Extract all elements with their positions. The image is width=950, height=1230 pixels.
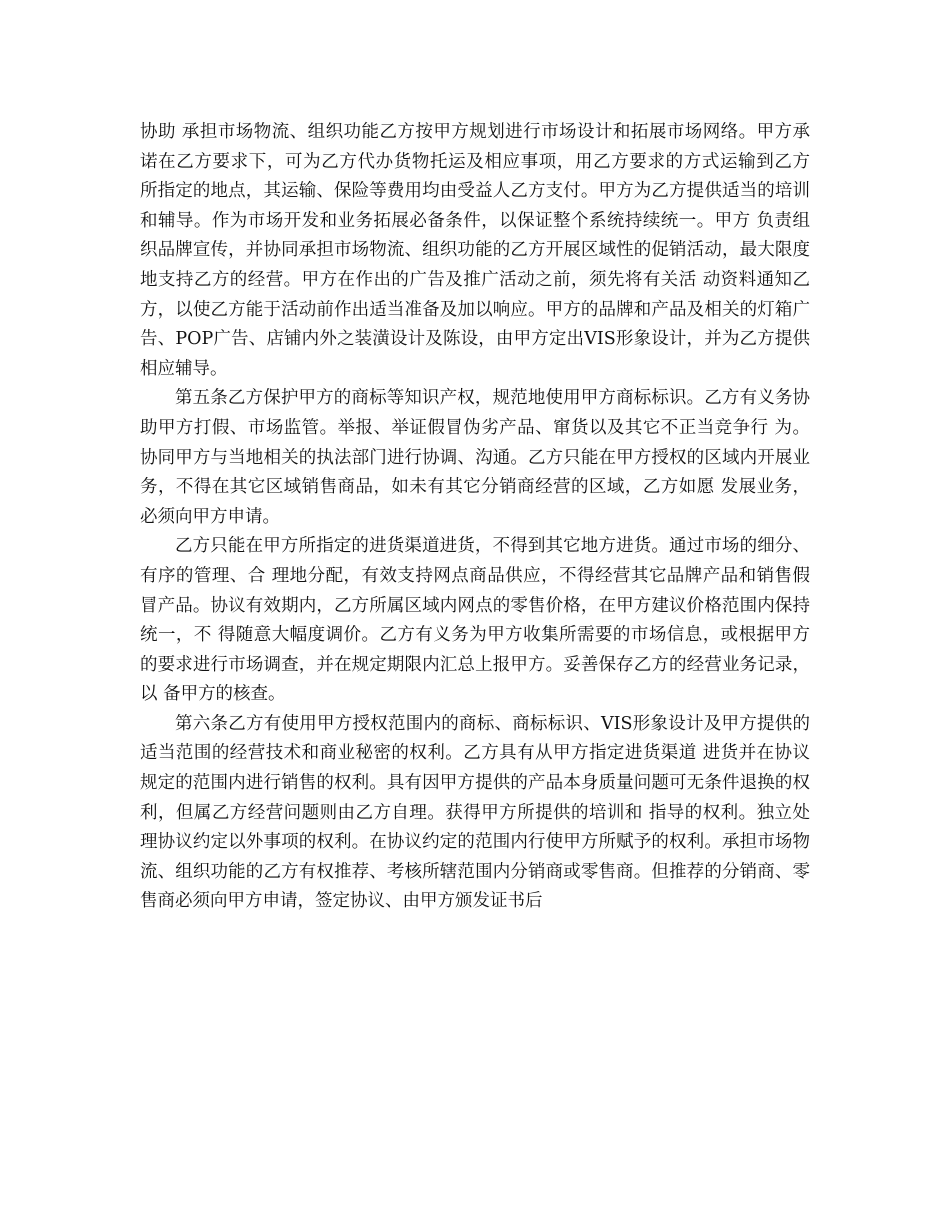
document-body xyxy=(140,118,810,917)
paragraph-continuation: 协助 承担市场物流、组织功能乙方按甲方规划进行市场设计和拓展市场网络。甲方承诺在乙方要求下，可为乙方代办货物托运及相应事项，用乙方要求的方式运输到乙方 所指定的地点，其运输、保险等费用均由受益人乙方支付。甲方为乙方提供适当的培训和辅导。作为市场开发和业务拓展必备条件，以保证整个系统持续统一。甲方 负责组织品牌宣传，并协同承担市场物流、组织功能的乙方开展区域性的促销活动，最大限度地支持乙方的经营。甲方在作出的广告及推广活动之前，须先将有关活 动资料通知乙方，以使乙方能于活动前作出适当准备及加以响应。甲方的品牌和产品及相关的灯箱广告、POP广告、店铺内外之装潢设计及陈设，由甲方定出VIS形象设计，并为乙方提供相应辅导。 xyxy=(140,122,810,379)
paragraph-article-5: 第五条乙方保护甲方的商标等知识产权，规范地使用甲方商标标识。乙方有义务协助甲方打假、市场监管。举报、举证假冒伪劣产品、窜货以及其它不正当竞争行 为。协同甲方与当地相关的执法部门进行协调、沟通。乙方只能在甲方授权的区域内开展业务，不得在其它区域销售商品，如未有其它分销商经营的区域，乙方如愿 发展业务，必须向甲方申请。 xyxy=(140,388,810,527)
paragraph-purchase-channel: 乙方只能在甲方所指定的进货渠道进货，不得到其它地方进货。通过市场的细分、有序的管理、合 理地分配，有效支持网点商品供应，不得经营其它品牌产品和销售假冒产品。协议有效期内，乙方所属区域内网点的零售价格，在甲方建议价格范围内保持统一，不 得随意大幅度调价。乙方有义务为甲方收集所需要的市场信息，或根据甲方的要求进行市场调查，并在规定期限内汇总上报甲方。妥善保存乙方的经营业务记录，以 备甲方的核查。 xyxy=(140,536,810,705)
paragraph-article-6: 第六条乙方有使用甲方授权范围内的商标、商标标识、VIS形象设计及甲方提供的适当范围的经营技术和商业秘密的权利。乙方具有从甲方指定进货渠道 进货并在协议规定的范围内进行销售的权利。具有因甲方提供的产品本身质量问题可无条件退换的权利，但属乙方经营问题则由乙方自理。获得甲方所提供的培训和 指导的权利。独立处理协议约定以外事项的权利。在协议约定的范围内行使甲方所赋予的权利。承担市场物流、组织功能的乙方有权推荐、考核所辖范围内分销商或零售商。但推荐的分销商、零售商必须向甲方申请，签定协议、由甲方颁发证书后 xyxy=(140,713,810,912)
